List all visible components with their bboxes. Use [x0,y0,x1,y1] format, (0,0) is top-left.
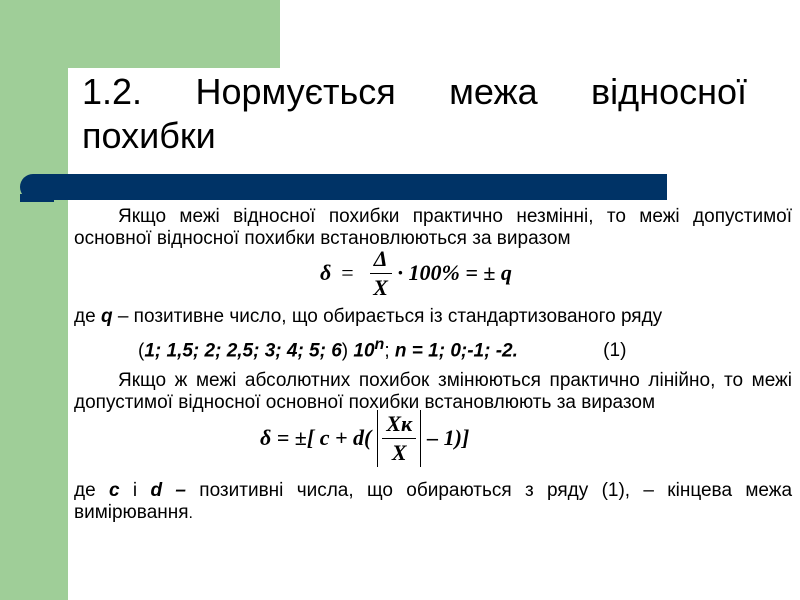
formula-linear-error [260,408,792,468]
series-exp: n [374,336,385,353]
formula-relative-error [320,245,792,300]
q-def-start: де [74,306,96,327]
cd-def-and: і [132,480,138,502]
decor-green-left [0,0,68,600]
slide-content [74,206,792,525]
formula1-denominator: X [373,274,388,300]
formula2-lhs: δ = ±[ c + d( [260,425,372,451]
d-variable: d – [150,480,186,502]
formula1-lhs: δ [320,260,332,285]
formula1-numerator: Δ [370,247,392,274]
slide-title: 1.2. Нормується межа відносної похибки [82,71,747,156]
formula2-tail: – 1)] [427,425,470,451]
paragraph-cd-definition [74,480,792,525]
formula2-abs [377,410,421,467]
series-sep: ; [384,340,390,362]
formula2-denominator: X [391,439,407,465]
title-underline-stub [20,194,54,202]
series-values: 1; 1,5; 2; 2,5; 3; 4; 5; 6 [144,340,342,362]
formula2-fraction [382,412,416,465]
title-underline-bar [20,174,667,200]
formula1-fraction [370,247,392,300]
c-variable: c [108,480,120,502]
series-base: 10 [353,340,375,362]
paragraph-q-definition [74,306,792,328]
cd-def-end: . [188,505,193,523]
series-close: ) [341,340,349,362]
formula1-eq: = [341,260,354,285]
q-def-rest: – позитивне число, що обирається із стандартизованого ряду [117,306,663,327]
q-variable: q [100,306,113,327]
series-n-values: n = 1; 0;-1; -2. [394,340,518,362]
formula2-numerator: Xк [382,412,416,439]
standard-series [74,334,792,362]
formula1-rest: · 100% = ± q [397,260,512,285]
series-open: ( [138,340,145,362]
paragraph-relative-error: Якщо межі відносної похибки практично незмінні, то межі допустимої основної відносної похибки встановлюються за виразом [74,206,792,249]
cd-def-start: де [74,480,96,502]
equation-number: (1) [603,340,627,362]
cd-def-rest: позитивні числа, що обираються з ряду (1), – кінцева межа вимірювання [74,480,793,524]
paragraph-absolute-error: Якщо ж межі абсолютних похибок змінюються практично лінійно, то межі допустимої відносної основної похибки встановлюють за виразом [74,370,792,414]
